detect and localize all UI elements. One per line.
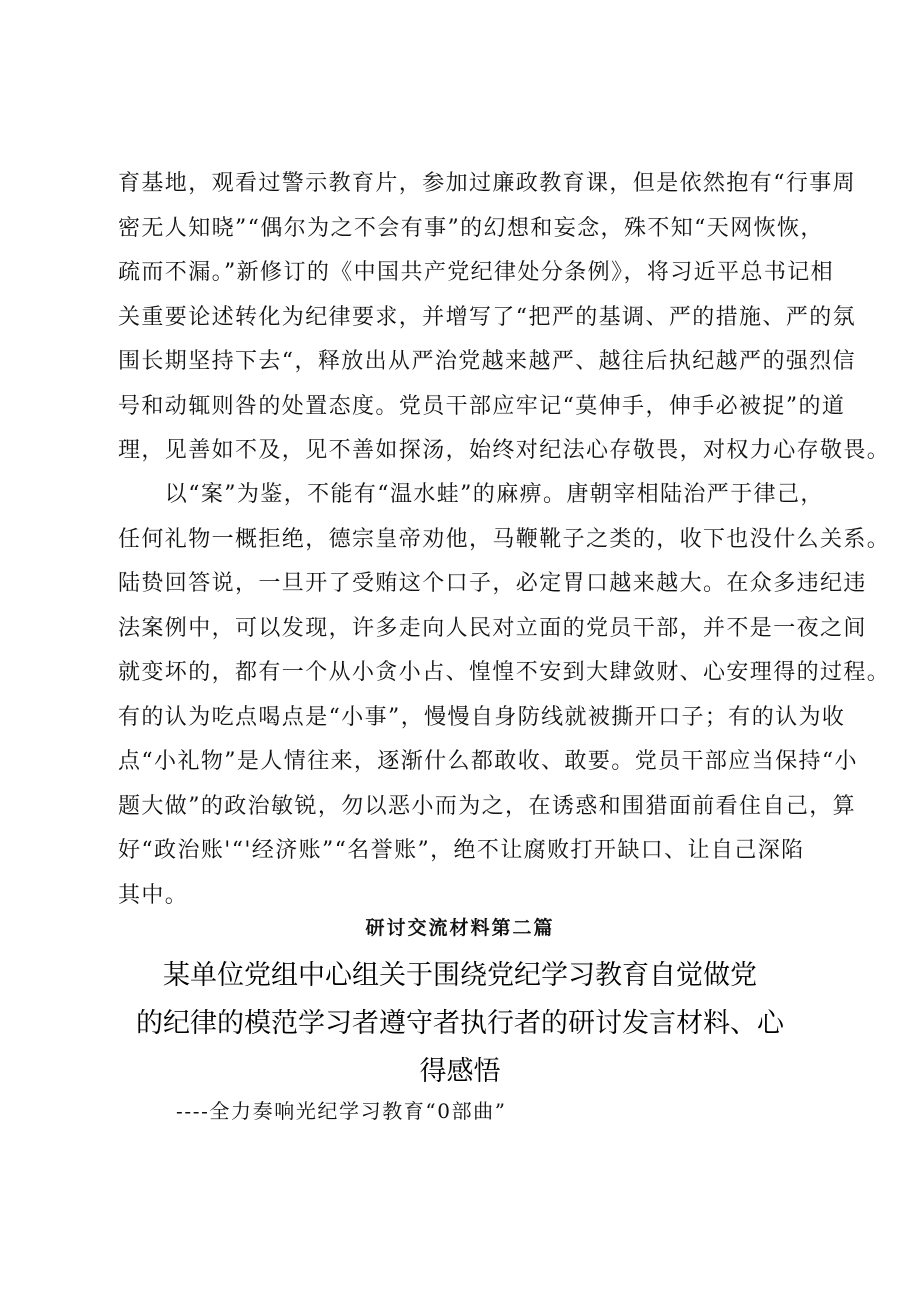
section-heading: 研讨交流材料第二篇 [365,917,555,939]
title-line: 的纪律的模范学习者遵守者执行者的研讨发言材料、心 [136,1008,784,1039]
paragraph-line: 有的认为吃点喝点是“小事”，慢慢自身防线就被撕开口子；有的认为收 [118,704,846,730]
paragraph-line: 号和动辄则咎的处置态度。党员干部应牢记“莫伸手，伸手必被捉”的道 [118,393,846,419]
paragraph-line: 围长期坚持下去“，释放出从严治党越来越严、越往后执纪越严的强烈信 [118,349,857,374]
title-line: 得感悟 [419,1056,501,1087]
paragraph-1 [118,162,891,474]
paragraph-line: 疏而不漏。”新修订的《中国共产党纪律处分条例》，将习近平总书记相 [118,260,835,285]
paragraph-line: 题大做”的政治敏锐，勿以恶小而为之，在诱惑和围猎面前看住自己，算 [118,793,857,819]
paragraph-line: 陆贽回答说，一旦开了受贿这个口子，必定胃口越来越大。在众多违纪违 [118,571,867,596]
paragraph-line: 任何礼物一概拒绝，德宗皇帝劝他，马鞭靴子之类的，收下也没什么关系。 [118,526,891,552]
paragraph-line: 育基地，观看过警示教育片，参加过廉政教育课，但是依然抱有“行事周 [118,171,857,196]
paragraph-line: 点“小礼物”是人情往来，逐渐什么都敢收、敢要。党员干部应当保持“小 [118,749,858,774]
paragraph-line: 关重要论述转化为纪律要求，并增写了“把严的基调、严的措施、严的氛 [118,304,857,330]
paragraph-line: 其中。 [118,882,189,908]
subtitle: ----全力奏响光纪学习教育“0部曲” [176,1099,507,1123]
main-title [0,952,920,1096]
paragraph-line: 好“政治账'“'经济账”“名誉账”，绝不让腐败打开缺口、让自己深陷 [118,838,805,863]
paragraph-2 [118,473,891,918]
title-line: 某单位党组中心组关于围绕党纪学习教育自觉做党 [163,960,757,991]
paragraph-line: 法案例中，可以发现，许多走向人民对立面的党员干部，并不是一夜之间 [118,615,867,641]
paragraph-line: 就变坏的，都有一个从小贪小占、惶惶不安到大肆敛财、心安理得的过程。 [118,660,891,685]
paragraph-line: 以“案”为鉴，不能有“温水蛙”的麻痹。唐朝宰相陆治严于律己， [118,482,824,507]
paragraph-line: 密无人知晓”“偶尔为之不会有事”的幻想和妄念，殊不知“天网恢恢， [118,215,824,241]
paragraph-line: 理，见善如不及，见不善如探汤，始终对纪法心存敬畏，对权力心存敬畏。 [118,438,891,463]
